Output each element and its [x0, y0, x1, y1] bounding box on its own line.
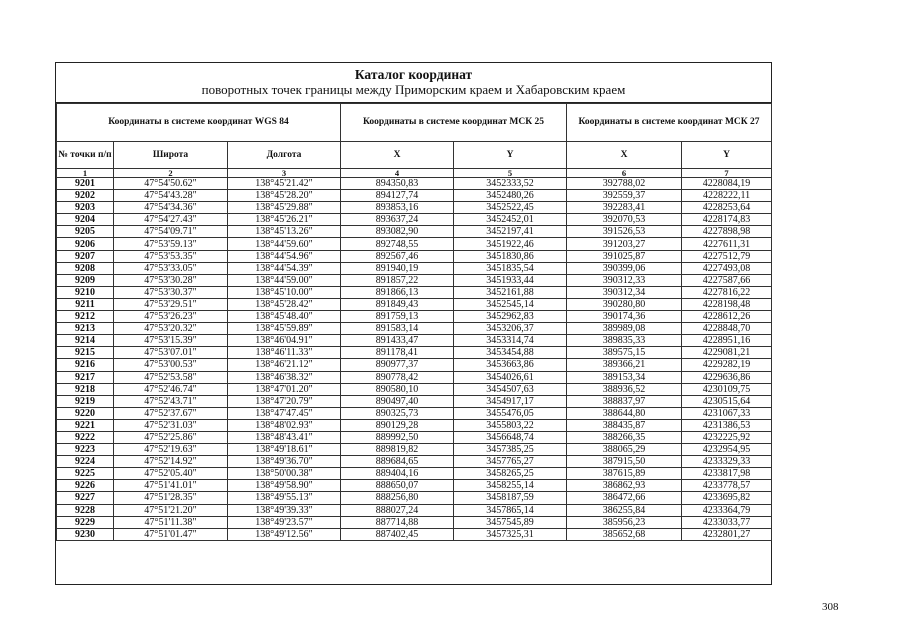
latitude-cell: 47°52'53.58" — [114, 371, 228, 383]
column-header-row — [57, 142, 772, 169]
latitude-cell: 47°53'20.32" — [114, 323, 228, 335]
msk25-x-cell: 891433,47 — [341, 335, 454, 347]
msk25-x-cell: 894127,74 — [341, 190, 454, 202]
longitude-cell: 138°47'20.79" — [228, 395, 341, 407]
table-row — [57, 504, 772, 516]
group-wgs84: Координаты в системе координат WGS 84 — [57, 104, 341, 142]
msk25-y-cell: 3452452,01 — [454, 214, 567, 226]
table-row — [57, 214, 772, 226]
table-row — [57, 516, 772, 528]
longitude-cell: 138°47'01.20" — [228, 383, 341, 395]
point-number-cell: 9229 — [57, 516, 114, 528]
point-number-cell: 9205 — [57, 226, 114, 238]
table-row — [57, 371, 772, 383]
latitude-cell: 47°51'21.20" — [114, 504, 228, 516]
msk27-x-cell: 391203,27 — [567, 238, 682, 250]
point-number-cell: 9201 — [57, 178, 114, 190]
col-longitude: Долгота — [228, 142, 341, 169]
msk25-y-cell: 3452161,88 — [454, 286, 567, 298]
msk27-y-cell: 4228612,26 — [682, 311, 772, 323]
longitude-cell: 138°46'38.32" — [228, 371, 341, 383]
longitude-cell: 138°45'28.20" — [228, 190, 341, 202]
latitude-cell: 47°51'11.38" — [114, 516, 228, 528]
msk25-y-cell: 3452962,83 — [454, 311, 567, 323]
msk25-x-cell: 892567,46 — [341, 250, 454, 262]
longitude-cell: 138°45'26.21" — [228, 214, 341, 226]
point-number-cell: 9206 — [57, 238, 114, 250]
msk25-x-cell: 891940,19 — [341, 262, 454, 274]
table-row — [57, 226, 772, 238]
msk25-x-cell: 890129,28 — [341, 419, 454, 431]
msk25-y-cell: 3458265,25 — [454, 468, 567, 480]
table-row — [57, 480, 772, 492]
col-point-number: № точки п/п — [57, 142, 114, 169]
latitude-cell: 47°53'30.28" — [114, 274, 228, 286]
latitude-cell: 47°52'46.74" — [114, 383, 228, 395]
longitude-cell: 138°49'12.56" — [228, 528, 341, 540]
point-number-cell: 9219 — [57, 395, 114, 407]
latitude-cell: 47°53'59.13" — [114, 238, 228, 250]
point-number-cell: 9228 — [57, 504, 114, 516]
msk27-x-cell: 388266,35 — [567, 431, 682, 443]
msk25-y-cell: 3455476,05 — [454, 407, 567, 419]
latitude-cell: 47°52'37.67" — [114, 407, 228, 419]
msk25-x-cell: 890325,73 — [341, 407, 454, 419]
table-row — [57, 335, 772, 347]
msk25-y-cell: 3454026,61 — [454, 371, 567, 383]
msk25-y-cell: 3457325,31 — [454, 528, 567, 540]
coordinates-table — [56, 103, 772, 541]
point-number-cell: 9215 — [57, 347, 114, 359]
longitude-cell: 138°49'58.90" — [228, 480, 341, 492]
msk27-y-cell: 4232954,95 — [682, 444, 772, 456]
msk25-x-cell: 887402,45 — [341, 528, 454, 540]
longitude-cell: 138°46'04.91" — [228, 335, 341, 347]
point-number-cell: 9214 — [57, 335, 114, 347]
msk27-y-cell: 4232225,92 — [682, 431, 772, 443]
latitude-cell: 47°51'01.47" — [114, 528, 228, 540]
table-row — [57, 347, 772, 359]
longitude-cell: 138°45'29.88" — [228, 202, 341, 214]
msk27-y-cell: 4228174,83 — [682, 214, 772, 226]
point-number-cell: 9221 — [57, 419, 114, 431]
msk27-x-cell: 386255,84 — [567, 504, 682, 516]
longitude-cell: 138°47'47.45" — [228, 407, 341, 419]
table-row — [57, 431, 772, 443]
point-number-cell: 9202 — [57, 190, 114, 202]
longitude-cell: 138°46'11.33" — [228, 347, 341, 359]
longitude-cell: 138°45'28.42" — [228, 298, 341, 310]
latitude-cell: 47°54'43.28" — [114, 190, 228, 202]
longitude-cell: 138°49'18.61" — [228, 444, 341, 456]
msk27-y-cell: 4233033,77 — [682, 516, 772, 528]
msk27-x-cell: 387915,50 — [567, 456, 682, 468]
msk25-y-cell: 3451922,46 — [454, 238, 567, 250]
col-number: 7 — [682, 169, 772, 178]
msk25-y-cell: 3455803,22 — [454, 419, 567, 431]
msk27-x-cell: 392788,02 — [567, 178, 682, 190]
longitude-cell: 138°45'10.00" — [228, 286, 341, 298]
msk27-y-cell: 4233329,33 — [682, 456, 772, 468]
msk27-x-cell: 389835,33 — [567, 335, 682, 347]
msk27-x-cell: 386862,93 — [567, 480, 682, 492]
msk25-y-cell: 3453206,37 — [454, 323, 567, 335]
point-number-cell: 9218 — [57, 383, 114, 395]
msk27-y-cell: 4228951,16 — [682, 335, 772, 347]
title-block — [56, 63, 771, 103]
longitude-cell: 138°44'59.60" — [228, 238, 341, 250]
latitude-cell: 47°53'53.35" — [114, 250, 228, 262]
msk25-y-cell: 3458187,59 — [454, 492, 567, 504]
latitude-cell: 47°53'26.23" — [114, 311, 228, 323]
msk27-y-cell: 4233778,57 — [682, 480, 772, 492]
group-header-row — [57, 104, 772, 142]
msk25-x-cell: 894350,83 — [341, 178, 454, 190]
msk25-x-cell: 888650,07 — [341, 480, 454, 492]
point-number-cell: 9224 — [57, 456, 114, 468]
table-row — [57, 395, 772, 407]
table-row — [57, 238, 772, 250]
msk25-y-cell: 3454917,17 — [454, 395, 567, 407]
msk27-x-cell: 390174,36 — [567, 311, 682, 323]
latitude-cell: 47°54'34.36" — [114, 202, 228, 214]
latitude-cell: 47°52'19.63" — [114, 444, 228, 456]
longitude-cell: 138°49'36.70" — [228, 456, 341, 468]
point-number-cell: 9207 — [57, 250, 114, 262]
latitude-cell: 47°54'09.71" — [114, 226, 228, 238]
latitude-cell: 47°54'27.43" — [114, 214, 228, 226]
msk27-x-cell: 390399,06 — [567, 262, 682, 274]
point-number-cell: 9209 — [57, 274, 114, 286]
msk25-x-cell: 890497,40 — [341, 395, 454, 407]
msk25-x-cell: 891583,14 — [341, 323, 454, 335]
longitude-cell: 138°48'43.41" — [228, 431, 341, 443]
longitude-cell: 138°45'59.89" — [228, 323, 341, 335]
latitude-cell: 47°53'33.05" — [114, 262, 228, 274]
catalog-subtitle: поворотных точек границы между Приморским краем и Хабаровским краем — [201, 82, 626, 97]
point-number-cell: 9227 — [57, 492, 114, 504]
longitude-cell: 138°44'54.96" — [228, 250, 341, 262]
msk27-x-cell: 389989,08 — [567, 323, 682, 335]
msk27-y-cell: 4230515,64 — [682, 395, 772, 407]
msk27-x-cell: 388644,80 — [567, 407, 682, 419]
msk25-x-cell: 891866,13 — [341, 286, 454, 298]
coordinate-catalog-frame — [55, 62, 772, 585]
table-row — [57, 262, 772, 274]
msk27-x-cell: 385956,23 — [567, 516, 682, 528]
latitude-cell: 47°53'00.53" — [114, 359, 228, 371]
longitude-cell: 138°50'00.38" — [228, 468, 341, 480]
msk27-y-cell: 4228198,48 — [682, 298, 772, 310]
col-msk27-x: X — [567, 142, 682, 169]
col-number: 6 — [567, 169, 682, 178]
point-number-cell: 9226 — [57, 480, 114, 492]
msk25-y-cell: 3457765,27 — [454, 456, 567, 468]
longitude-cell: 138°49'39.33" — [228, 504, 341, 516]
msk27-x-cell: 386472,66 — [567, 492, 682, 504]
point-number-cell: 9212 — [57, 311, 114, 323]
msk25-y-cell: 3457385,25 — [454, 444, 567, 456]
point-number-cell: 9225 — [57, 468, 114, 480]
msk25-y-cell: 3451835,54 — [454, 262, 567, 274]
table-row — [57, 250, 772, 262]
msk25-x-cell: 891849,43 — [341, 298, 454, 310]
point-number-cell: 9204 — [57, 214, 114, 226]
table-row — [57, 407, 772, 419]
latitude-cell: 47°52'43.71" — [114, 395, 228, 407]
longitude-cell: 138°49'23.57" — [228, 516, 341, 528]
point-number-cell: 9213 — [57, 323, 114, 335]
msk27-x-cell: 392559,37 — [567, 190, 682, 202]
page-number: 308 — [822, 601, 839, 613]
longitude-cell: 138°46'21.12" — [228, 359, 341, 371]
col-number: 4 — [341, 169, 454, 178]
msk25-y-cell: 3456648,74 — [454, 431, 567, 443]
table-row — [57, 178, 772, 190]
msk25-y-cell: 3452522,45 — [454, 202, 567, 214]
msk27-x-cell: 390280,80 — [567, 298, 682, 310]
table-row — [57, 190, 772, 202]
table-row — [57, 383, 772, 395]
msk25-y-cell: 3453663,86 — [454, 359, 567, 371]
msk25-y-cell: 3452545,14 — [454, 298, 567, 310]
col-msk27-y: Y — [682, 142, 772, 169]
point-number-cell: 9230 — [57, 528, 114, 540]
msk27-y-cell: 4231067,33 — [682, 407, 772, 419]
table-row — [57, 492, 772, 504]
table-row — [57, 298, 772, 310]
table-row — [57, 311, 772, 323]
msk27-y-cell: 4227611,31 — [682, 238, 772, 250]
msk27-y-cell: 4229636,86 — [682, 371, 772, 383]
table-row — [57, 323, 772, 335]
msk27-x-cell: 391025,87 — [567, 250, 682, 262]
point-number-cell: 9217 — [57, 371, 114, 383]
longitude-cell: 138°45'21.42" — [228, 178, 341, 190]
msk27-y-cell: 4231386,53 — [682, 419, 772, 431]
msk25-x-cell: 891759,13 — [341, 311, 454, 323]
msk25-y-cell: 3457545,89 — [454, 516, 567, 528]
msk25-x-cell: 889404,16 — [341, 468, 454, 480]
msk27-y-cell: 4229081,21 — [682, 347, 772, 359]
longitude-cell: 138°44'59.00" — [228, 274, 341, 286]
table-row — [57, 444, 772, 456]
msk25-x-cell: 891178,41 — [341, 347, 454, 359]
msk27-x-cell: 388435,87 — [567, 419, 682, 431]
point-number-cell: 9211 — [57, 298, 114, 310]
msk27-x-cell: 389366,21 — [567, 359, 682, 371]
msk25-y-cell: 3452197,41 — [454, 226, 567, 238]
col-msk25-y: Y — [454, 142, 567, 169]
point-number-cell: 9220 — [57, 407, 114, 419]
msk25-y-cell: 3453314,74 — [454, 335, 567, 347]
msk27-x-cell: 388936,52 — [567, 383, 682, 395]
msk27-x-cell: 389575,15 — [567, 347, 682, 359]
msk25-y-cell: 3452480,26 — [454, 190, 567, 202]
latitude-cell: 47°54'50.62" — [114, 178, 228, 190]
longitude-cell: 138°48'02.93" — [228, 419, 341, 431]
point-number-cell: 9216 — [57, 359, 114, 371]
msk27-y-cell: 4228848,70 — [682, 323, 772, 335]
msk25-x-cell: 889684,65 — [341, 456, 454, 468]
msk27-x-cell: 390312,34 — [567, 286, 682, 298]
latitude-cell: 47°51'28.35" — [114, 492, 228, 504]
msk27-y-cell: 4228222,11 — [682, 190, 772, 202]
latitude-cell: 47°52'31.03" — [114, 419, 228, 431]
col-number: 2 — [114, 169, 228, 178]
table-row — [57, 202, 772, 214]
msk25-y-cell: 3452333,52 — [454, 178, 567, 190]
msk27-y-cell: 4229282,19 — [682, 359, 772, 371]
latitude-cell: 47°52'25.86" — [114, 431, 228, 443]
latitude-cell: 47°51'41.01" — [114, 480, 228, 492]
col-msk25-x: X — [341, 142, 454, 169]
msk27-x-cell: 392070,53 — [567, 214, 682, 226]
point-number-cell: 9210 — [57, 286, 114, 298]
longitude-cell: 138°49'55.13" — [228, 492, 341, 504]
msk27-x-cell: 388065,29 — [567, 444, 682, 456]
table-row — [57, 528, 772, 540]
msk27-y-cell: 4233817,98 — [682, 468, 772, 480]
msk25-x-cell: 887714,88 — [341, 516, 454, 528]
msk25-x-cell: 890580,10 — [341, 383, 454, 395]
longitude-cell: 138°45'48.40" — [228, 311, 341, 323]
msk25-x-cell: 891857,22 — [341, 274, 454, 286]
msk25-y-cell: 3458255,14 — [454, 480, 567, 492]
msk25-x-cell: 893637,24 — [341, 214, 454, 226]
msk27-y-cell: 4227493,08 — [682, 262, 772, 274]
msk27-x-cell: 389153,34 — [567, 371, 682, 383]
col-number: 3 — [228, 169, 341, 178]
msk27-y-cell: 4227898,98 — [682, 226, 772, 238]
msk27-y-cell: 4233695,82 — [682, 492, 772, 504]
msk25-x-cell: 888256,80 — [341, 492, 454, 504]
msk25-y-cell: 3454507,63 — [454, 383, 567, 395]
msk27-x-cell: 391526,53 — [567, 226, 682, 238]
msk25-y-cell: 3451933,44 — [454, 274, 567, 286]
col-number: 1 — [57, 169, 114, 178]
longitude-cell: 138°44'54.39" — [228, 262, 341, 274]
group-msk27: Координаты в системе координат МСК 27 — [567, 104, 772, 142]
latitude-cell: 47°53'07.01" — [114, 347, 228, 359]
point-number-cell: 9222 — [57, 431, 114, 443]
msk25-y-cell: 3451830,86 — [454, 250, 567, 262]
msk27-y-cell: 4233364,79 — [682, 504, 772, 516]
msk27-y-cell: 4227587,66 — [682, 274, 772, 286]
msk27-y-cell: 4228084,19 — [682, 178, 772, 190]
col-number: 5 — [454, 169, 567, 178]
table-body — [57, 104, 772, 541]
msk25-x-cell: 892748,55 — [341, 238, 454, 250]
point-number-cell: 9223 — [57, 444, 114, 456]
longitude-cell: 138°45'13.26" — [228, 226, 341, 238]
col-latitude: Широта — [114, 142, 228, 169]
table-row — [57, 274, 772, 286]
msk27-y-cell: 4227816,22 — [682, 286, 772, 298]
table-row — [57, 286, 772, 298]
msk25-x-cell: 890778,42 — [341, 371, 454, 383]
msk25-x-cell: 890977,37 — [341, 359, 454, 371]
point-number-cell: 9203 — [57, 202, 114, 214]
msk25-x-cell: 893853,16 — [341, 202, 454, 214]
msk25-x-cell: 888027,24 — [341, 504, 454, 516]
msk27-x-cell: 392283,41 — [567, 202, 682, 214]
group-msk25: Координаты в системе координат МСК 25 — [341, 104, 567, 142]
table-row — [57, 419, 772, 431]
msk27-y-cell: 4227512,79 — [682, 250, 772, 262]
msk27-y-cell: 4230109,75 — [682, 383, 772, 395]
msk25-y-cell: 3457865,14 — [454, 504, 567, 516]
msk27-y-cell: 4232801,27 — [682, 528, 772, 540]
msk27-x-cell: 388837,97 — [567, 395, 682, 407]
msk25-x-cell: 889819,82 — [341, 444, 454, 456]
latitude-cell: 47°53'29.51" — [114, 298, 228, 310]
table-row — [57, 359, 772, 371]
msk25-x-cell: 893082,90 — [341, 226, 454, 238]
point-number-cell: 9208 — [57, 262, 114, 274]
column-number-row — [57, 169, 772, 178]
table-row — [57, 468, 772, 480]
msk25-y-cell: 3453454,88 — [454, 347, 567, 359]
latitude-cell: 47°52'05.40" — [114, 468, 228, 480]
msk27-x-cell: 385652,68 — [567, 528, 682, 540]
latitude-cell: 47°53'30.37" — [114, 286, 228, 298]
catalog-title: Каталог координат — [354, 67, 473, 82]
latitude-cell: 47°53'15.39" — [114, 335, 228, 347]
msk27-y-cell: 4228253,64 — [682, 202, 772, 214]
table-row — [57, 456, 772, 468]
msk25-x-cell: 889992,50 — [341, 431, 454, 443]
latitude-cell: 47°52'14.92" — [114, 456, 228, 468]
msk27-x-cell: 387615,89 — [567, 468, 682, 480]
msk27-x-cell: 390312,33 — [567, 274, 682, 286]
